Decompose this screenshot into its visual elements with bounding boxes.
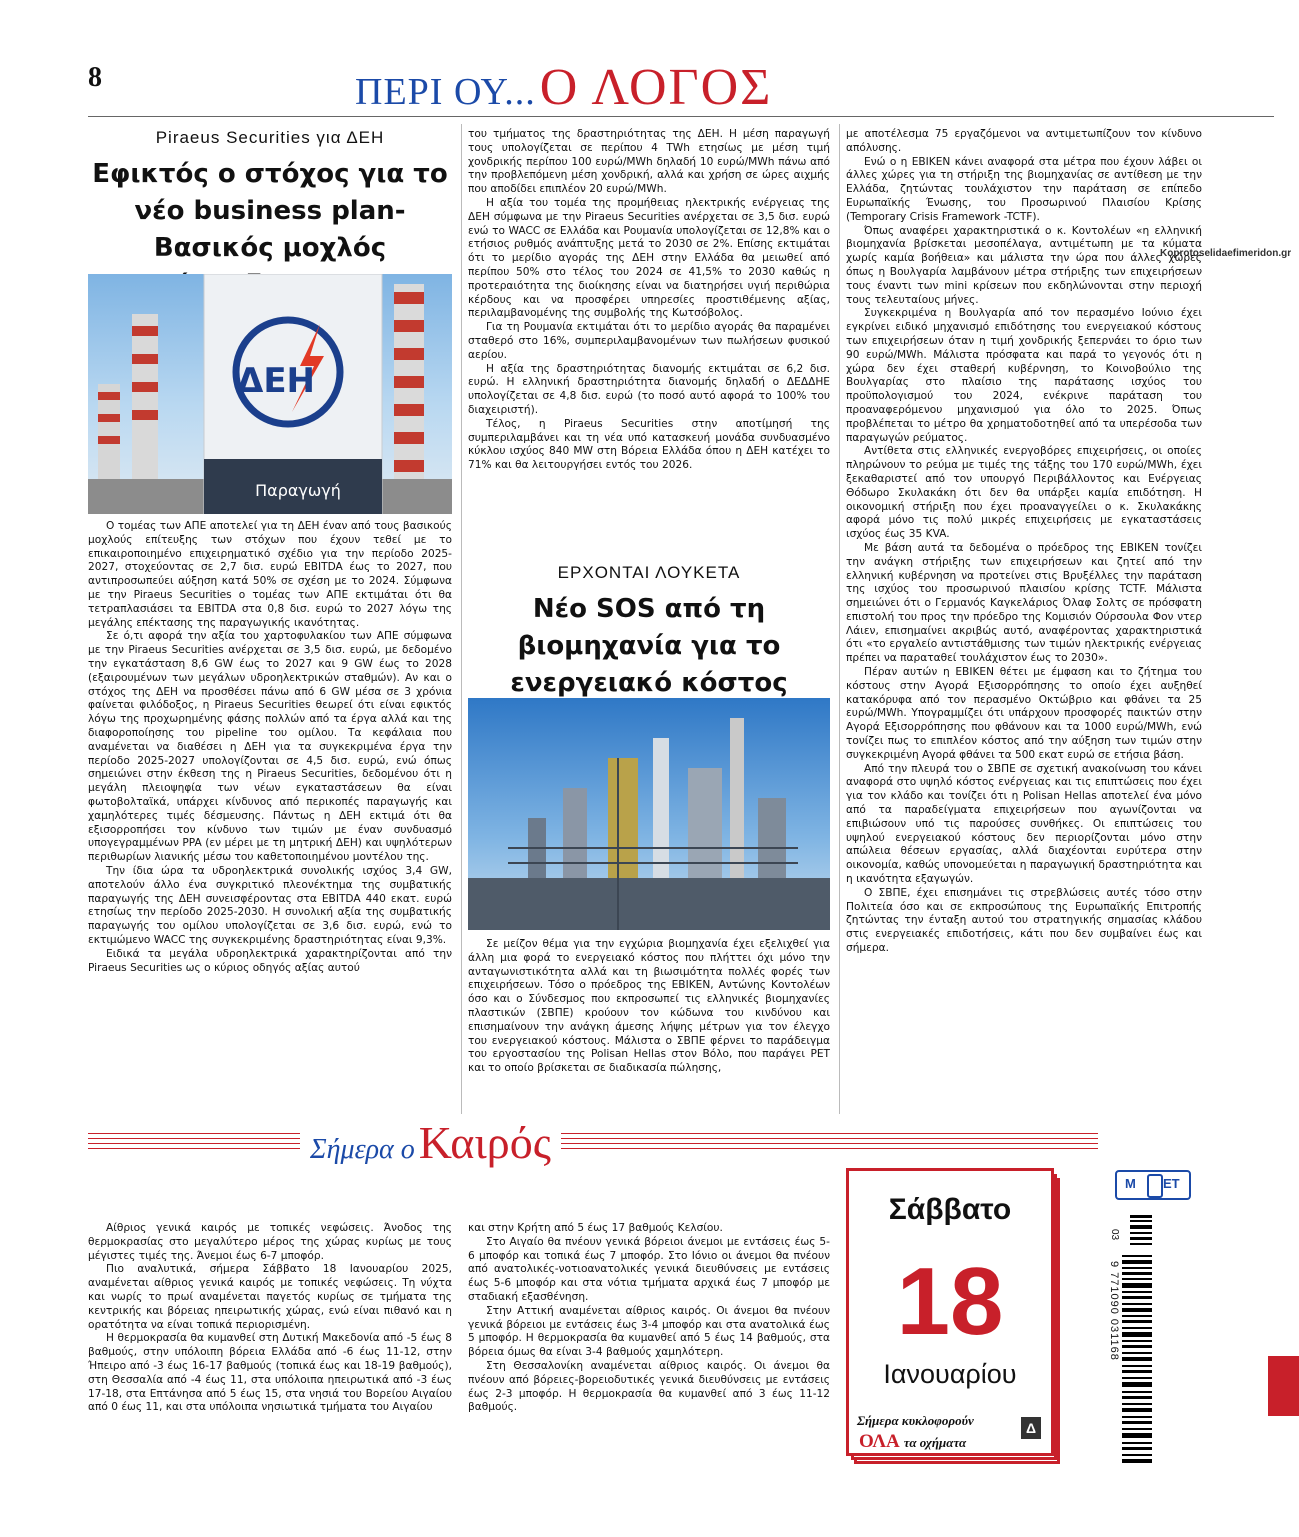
paragraph: Ειδικά τα μεγάλα υδροηλεκτρικά χαρακτηρίζονται από την Piraeus Securities ως ο κύριος οδηγός αξίας αυτού	[88, 947, 452, 974]
calendar-vehicles: τα οχήματα	[903, 1435, 967, 1450]
paragraph: Στο Αιγαίο θα πνέουν γενικά βόρειοι άνεμοι με εντάσεις έως 5-6 μποφόρ και τοπικά έως 7 μποφόρ. Στο Ιόνιο οι άνεμοι θα πνέουν από ανατολικές-νοτιοανατολικές γενικά διευθύνσεις με εντάσεις έως 5-6 μποφόρ και στα νότια τμήματα αρχικά έως 7 μποφόρ με σταδιακή εξασθένηση.	[468, 1235, 830, 1303]
article2-photo	[468, 698, 830, 930]
paragraph: Συγκεκριμένα η Βουλγαρία από τον περασμένο Ιούνιο έχει εγκρίνει ειδικό μηχανισμό επιδότησης του ενεργειακού κόστους των επιχειρήσεων όταν η τιμή χονδρικής ξεπερνάει το όριο των 90 ευρώ/MWh. Μάλιστα πρόσφατα και παρά το γεγονός ότι η χώρα δεν έχει σταθερή κυβέρνηση, το Κοινοβούλιο της Βουλγαρίας στο πλαίσιο της παράτασης ισχύος του προϋπολογισμού του 2024, ενέκρινε παράταση του προαναφερόμενου μηχανισμού για όλο το 2025. Όπως προβλέπεται το μέτρο θα χρηματοδοτηθεί από τα υπερέσοδα των παραγωγών ρεύματος.	[846, 307, 1202, 444]
paragraph: και στην Κρήτη από 5 έως 17 βαθμούς Κελσίου.	[468, 1222, 723, 1234]
refinery-illustration	[468, 698, 830, 930]
paragraph: Πιο αναλυτικά, σήμερα Σάββατο 18 Ιανουαρίου 2025, αναμένεται αίθριος γενικά καιρός με τοπικές νεφώσεις. Τη νύχτα και νωρίς το πρωί αναμένεται παγετός κυρίως σε τμήματα της κεντρικής και βόρειας ηπειρωτικής χώρας, ενώ είναι πιθανό και η ορατότητα να είναι τοπικά περιορισμένη.	[88, 1263, 452, 1331]
article1-kicker: Piraeus Securities για ΔΕΗ	[155, 128, 385, 147]
article1-column2	[468, 128, 830, 548]
paragraph: Αίθριος γενικά καιρός με τοπικές νεφώσεις. Άνοδος της θερμοκρασίας στο μεγαλύτερο μέρος της χώρας κυρίως με τους μέγιστες τιμές της. Άνεμοι έως 6-7 μποφόρ.	[88, 1222, 452, 1262]
calendar-widget	[846, 1168, 1064, 1466]
calendar-day-number: 18	[896, 1248, 1004, 1355]
paragraph: Με βάση αυτά τα δεδομένα ο πρόεδρος της ΕΒΙΚΕΝ τονίζει την ανάγκη στήριξης των επιχειρήσεων και ζητεί από την ελληνική κυβέρνηση να προτείνει στις Βρυξέλλες την παράταση της ισχύος του προσωρινού πλαισίου κρίσης TCTF. Μάλιστα σημειώνει ότι ο Γερμανός Καγκελάριος Όλαφ Σολτς σε πρόσφατη επιστολή του προς την πρόεδρο της Κομισιόν Ούρσουλα Φον ντερ Λάιεν, επισημαίνει ακριβώς αυτό, αναφέροντας χαρακτηριστικά ότι «το εργαλείο αντιστάθμισης των τιμών ηλεκτρικής ενέργειας πρέπει να παραταθεί τουλάχιστον έως το 2030».	[846, 541, 1202, 665]
calendar-day-name: Σάββατο	[888, 1193, 1012, 1226]
book-icon	[1147, 1174, 1163, 1198]
paragraph: Στην Αττική αναμένεται αίθριος καιρός. Οι άνεμοι θα πνέουν γενικά βόρειοι με εντάσεις έως 3-4 μποφόρ και στα ανατολικά έως 5 μποφόρ. Η θερμοκρασία θα κυμανθεί από 5 έως 14 βαθμούς, στα βόρεια όμως θα είναι 3-4 βαθμούς χαμηλότερη.	[468, 1304, 830, 1359]
paragraph: Η αξία του τομέα της προμήθειας ηλεκτρικής ενέργειας της ΔΕΗ σύμφωνα με την Piraeus Securities ανέρχεται σε 3,5 δισ. ευρώ ενώ το WACC σε Ελλάδα και Ρουμανία υπολογίζεται σε 12,8% και ο ετήσιος ρυθμός ανάπτυξης μετά το 2030 σε 2%. Επίσης εκτιμάται ότι το μερίδιο αγοράς της ΔΕΗ στην Ελλάδα θα μειωθεί από περίπου 50% στο τέλος του 2024 σε 41,5% το 2030 καθώς η προτεραιότητα της διοίκησης είναι να διατηρήσει υγιή περιθώρια κέρδους και να προσφέρει υπηρεσίες προστιθέμενης αξίας, περιλαμβανομένης της συμβολής της Κωτσόβολος.	[468, 196, 830, 320]
side-watermark: Koprotoselidaefimeridon.gr	[1160, 248, 1292, 259]
page-edge-tab	[1268, 1356, 1299, 1416]
calendar-month: Ιανουαρίου	[883, 1359, 1017, 1389]
weather-title-small: Σήμερα ο	[310, 1134, 415, 1165]
paragraph: Ενώ ο η ΕΒΙΚΕΝ κάνει αναφορά στα μέτρα που έχουν λάβει οι άλλες χώρες για τη στήριξη της βιομηχανίας σε αντίθεση με την Ελλάδα, ζητώντας τουλάχιστον την παράταση σε επίπεδο Ευρωπαϊκής Ένωσης, του Προσωρινού Πλαισίου Κρίσης (Temporary Crisis Framework -TCTF).	[846, 155, 1202, 223]
article2-kicker: ΕΡΧΟΝΤΑΙ ΛΟΥΚΕΤΑ	[557, 563, 741, 582]
paragraph: Σε ό,τι αφορά την αξία του χαρτοφυλακίου των ΑΠΕ σύμφωνα με την Piraeus Securities ανέρχεται σε 3,5 δισ. ευρώ, με δεδομένο την εγκατάσταση 8,6 GW έως το 2027 και 9 GW έως το 2028 (εξαιρουμένων των μεγάλων υδροηλεκτρικών σταθμών). Αν και ο στόχος της ΔΕΗ να προσθέσει πάνω από 6 GW μέσα σε 3 χρόνια φαίνεται φιλόδοξος, η Piraeus Securities θεωρεί ότι είναι εφικτός λόγω της προχωρημένης φάσης πολλών από τα έργα αλλά και της διαφοροποίησης του pipeline του ομίλου. Τα κεφάλαια που αναμένεται να διαθέσει η ΔΕΗ για τα συγκεκριμένα έργα την περίοδο 2025-2027 υπολογίζονται σε 4,5 δισ. ευρώ, ενώ όπως σημειώνει στην έκθεση της η Piraeus Securities, δεδομένου ότι η μεγάλη πλειοψηφία των νέων εγκαταστάσεων θα είναι φωτοβολταϊκά, υπάρχει κίνδυνος από περικοπές παραγωγής και χαμηλότερες τιμές δέσμευσης. Πάντως η ΔΕΗ εκτιμά ότι θα εξισορροπήσει τον κίνδυνο των τιμών με έναν συνδυασμό υπογεγραμμένων PPA (εν μέρει με τη μητρική ΔΕΗ) και υψηλότερων περιθωρίων λιανικής μέσω του καθετοποιημένου μοντέλου της.	[88, 630, 452, 864]
paragraph: Στη Θεσσαλονίκη αναμένεται αίθριος καιρός. Οι άνεμοι θα πνέουν από βόρειες-βορειοδυτικές γενικά διευθύνσεις με εντάσεις έως 2-3 μποφόρ. Η θερμοκρασία θα κυμανθεί από 3 έως 11-12 βαθμούς.	[468, 1359, 830, 1414]
article2-column3	[846, 128, 1202, 1108]
traffic-badge-icon: Δ	[1021, 1417, 1041, 1439]
article2-column2	[468, 938, 830, 1110]
barcode	[1108, 1215, 1152, 1470]
paragraph: Πέραν αυτών η ΕΒΙΚΕΝ θέτει με έμφαση και το ζήτημα του κόστους στην Αγορά Εξισορρόπησης το οποίο έχει αυξηθεί κατακόρυφα από τον περασμένο Οκτώβριο και φθάνει τα 25 ευρώ/MWh. Υπογραμμίζει ότι υπάρχουν προσφορές παικτών στην Αγορά Εξισορρόπησης που φθάνουν και τα 1000 ευρώ/MWh, ενώ τονίζει πως το επιπλέον κόστος από την αύξηση των τιμών στην συγκεκριμένη Αγορά φθάνει τα 500 εκατ ευρώ σε ετήσια βάση.	[846, 666, 1202, 761]
barcode-digits: 9 771090 031168	[1108, 1261, 1120, 1361]
refinery-towers	[468, 718, 830, 930]
paragraph: του τμήματος της δραστηριότητας της ΔΕΗ. Η μέση παραγωγή τους υπολογίζεται σε περίπου 4 TWh ετησίως με μέση τιμή χονδρικής περίπου 100 ευρώ/MWh δηλαδή 10 ευρώ/MWh πάνω από την προβλεπόμενη μέση χονδρική, αλλά και χρήση σε ώρες αιχμής που αποδίδει επιπλέον 20 ευρώ/MWh.	[468, 128, 830, 196]
weather-title-big: Καιρός	[418, 1117, 551, 1168]
masthead	[355, 58, 772, 117]
article1-column1	[88, 520, 452, 1110]
masthead-big: Ο ΛΟΓΟΣ	[539, 59, 773, 116]
meteo-logo-left: Μ	[1125, 1176, 1136, 1191]
calendar-traffic-note: Σήμερα κυκλοφορούν	[857, 1413, 974, 1428]
weather-column2	[468, 1222, 830, 1472]
calendar-traffic-line	[859, 1431, 966, 1453]
power-plant-illustration	[88, 274, 452, 514]
paragraph: Σε μείζον θέμα για την εγχώρια βιομηχανία έχει εξελιχθεί για άλλη μια φορά το ενεργειακό κόστος που πλήττει όχι μόνο την ανταγωνιστικότητα αλλά και τη βιωσιμότητα πολλές φορές των επιχειρήσεων. Τόσο ο πρόεδρος της ΕΒΙΚΕΝ, Αντώνης Κοντολέων όσο και ο Σύνδεσμος που εκπροσωπεί τις ελληνικές βιομηχανίες πλαστικών (ΣΒΠΕ) κρούουν τον κώδωνα του κινδύνου και επισημαίνουν την ανάγκη άμεσης λήψης μέτρων για τον έλεγχο του ενεργειακού κόστους. Μάλιστα ο ΣΒΠΕ φέρνει το παράδειγμα του εργοστασίου της Polisan Hellas στον Βόλο, που παράγει PET και το οποίο βρίσκεται σε διαδικασία πώλησης,	[468, 938, 830, 1075]
article1-photo	[88, 274, 452, 514]
meteo-logo	[1115, 1170, 1191, 1200]
paragraph: Ο τομέας των ΑΠΕ αποτελεί για τη ΔΕΗ έναν από τους βασικούς μοχλούς επίτευξης των στόχων που έχουν τεθεί με το επικαιροποιημένο επιχειρηματικό σχέδιο για την περίοδο 2025-2027, στοχεύοντας σε 2,7 δισ. ευρώ EBITDA έως το 2027, που αντιπροσωπεύει αύξηση κατά 50% σε σχέση με το 2024. Σύμφωνα με την Piraeus Securities ο τομέας των ΑΠΕ εκτιμάται ότι θα τετραπλασιάσει τα EBITDA στα 0,8 δισ. ευρώ το 2027 λόγω της μεγάλης επέκτασης της παραγωγικής ικανότητας.	[88, 520, 452, 629]
header-rule	[88, 116, 1274, 117]
article2-headline: Νέο SOS από τη βιομηχανία για το ενεργειακό κόστος	[510, 594, 788, 698]
calendar-all: ΟΛΑ	[859, 1431, 900, 1452]
article1-headline: Εφικτός ο στόχος για το νέο business plan-Βασικός μοχλός	[92, 159, 448, 263]
paragraph: Όπως αναφέρει χαρακτηριστικά ο κ. Κοντολέων «η ελληνική βιομηχανία βρίσκεται μεσοπέλαγα, αντιμέτωπη με τα κύματα χωρίς καμία βοήθεια» και μάλιστα την ώρα που άλλες χώρες όπως η Βουλγαρία λαμβάνουν μέτρα στήριξης των επιχειρήσεων τους έναντι των mini κρίσεων που εκδηλώνονται στην περιοχή τους τελευταίους μήνες.	[846, 224, 1202, 306]
column-divider	[461, 124, 462, 1114]
masthead-small: ΠΕΡΙ ΟΥ...	[355, 71, 536, 113]
barcode-issue: 03	[1109, 1229, 1120, 1241]
sign-board	[204, 274, 382, 514]
paragraph: Η θερμοκρασία θα κυμανθεί στη Δυτική Μακεδονία από -5 έως 8 βαθμούς, στην υπόλοιπη βόρεια Ελλάδα από -6 έως 11-12, στην Ήπειρο από -3 έως 16-17 βαθμούς (τοπικά έως και 18-19 βαθμούς), στη Θεσσαλία από -4 έως 11, στα υπόλοιπα ηπειρωτικά από -3 έως 17-18, στα Επτάνησα από 5 έως 15, στα νησιά του Βορείου Αιγαίου από 0 έως 11, και στα υπόλοιπα νησιωτικά τμήματα του Αιγαίου	[88, 1332, 452, 1414]
deh-logo-text: ΔΕΗ	[237, 361, 315, 401]
column-divider	[839, 124, 840, 1114]
paragraph: Αντίθετα στις ελληνικές ενεργοβόρες επιχειρήσεις, οι οποίες πληρώνουν το ρεύμα με τιμές της τάξης του 170 ευρώ/MWh, έχει ξεκαθαριστεί από τον υπουργό Περιβάλλοντος και Ενέργειας Θόδωρο Σκυλακάκη ότι δεν θα υπάρξει καμία επιδότηση. Η οικονομική στήριξη που έχει προαναγγείλει ο κ. Σκυλακάκης αφορά μόνο τις πολύ μικρές επιχειρήσεις με εγκαταστάσεις ισχύος έως 35 KVA.	[846, 445, 1202, 541]
paragraph: Ο ΣΒΠΕ, έχει επισημάνει τις στρεβλώσεις αυτές τόσο στην Πολιτεία όσο και σε εκπροσώπους της Ευρωπαϊκής Επιτροπής ζητώντας την ένταξη αυτού του στρατηγικής σημασίας κλάδου στις ενεργειακές επιδοτήσεις, κάτι που δεν συμβαίνει έως και σήμερα.	[846, 886, 1202, 955]
weather-band	[88, 1127, 1274, 1177]
weather-title	[300, 1116, 561, 1169]
sign-label: Παραγωγή	[255, 481, 341, 500]
meteo-logo-right: ΕΤ	[1163, 1176, 1180, 1191]
paragraph: Την ίδια ώρα τα υδροηλεκτρικά συνολικής ισχύος 3,4 GW, αποτελούν άλλο ένα συγκριτικό πλεονέκτημα της συμβατικής παραγωγής της ΔΕΗ συνεισφέροντας στα EBITDA 440 εκατ. ευρώ ετησίως την περίοδο 2025-2030. Η συνολική αξία της συμβατικής παραγωγής του ομίλου υπολογίζεται σε 3,6 δισ. ευρώ, ενώ το εκτιμώμενο WACC της συγκεκριμένης δραστηριότητας είναι 9,3%.	[88, 864, 452, 946]
weather-column1	[88, 1222, 452, 1472]
paragraph: Τέλος, η Piraeus Securities στην αποτίμησή της συμπεριλαμβάνει και τη νέα υπό κατασκευή μονάδα συνδυασμένο κύκλου ισχύος 840 MW στη Βόρεια Ελλάδα όπου η ΔΕΗ κατέχει το 71% και θα λειτουργήσει εντός του 2026.	[468, 417, 830, 472]
paragraph: Η αξία της δραστηριότητας διανομής εκτιμάται σε 6,2 δισ. ευρώ. Η ελληνική δραστηριότητα διανομής δηλαδή ο ΔΕΔΔΗΕ υπολογίζεται σε 4,8 δισ. ευρώ (το ποσό αυτό αφορά το 100% του διαχειριστή).	[468, 362, 830, 416]
page-number: 8	[88, 62, 102, 93]
paragraph: με αποτέλεσμα 75 εργαζόμενοι να αντιμετωπίζουν τον κίνδυνο απόλυσης.	[846, 128, 1202, 154]
paragraph: Για τη Ρουμανία εκτιμάται ότι το μερίδιο αγοράς θα παραμένει σταθερό στο 16%, συμπεριλαμβανομένων των πωλήσεων φυσικού αερίου.	[468, 321, 830, 361]
paragraph: Από την πλευρά του ο ΣΒΠΕ σε σχετική ανακοίνωση του κάνει αναφορά στο υψηλό κόστος ενέργειας και τις επιπτώσεις που έχει για τον κλάδο και τονίζει ότι η Polisan Hellas αποτελεί ένα μόνο από τα παραδείγματα επιχειρήσεων που αγωνίζονται να επιβιώσουν υπό τις παρούσες συνθήκες. Οι επιπτώσεις του υψηλού ενεργειακού κόστους δεν περιορίζονται μόνο στην απώλεια θέσεων εργασίας, αλλά διαχέονται ευρύτερα στην οικονομία, καθώς υπονομεύεται η παραγωγική δραστηριότητα και η ικανότητα εξαγωγών.	[846, 762, 1202, 886]
